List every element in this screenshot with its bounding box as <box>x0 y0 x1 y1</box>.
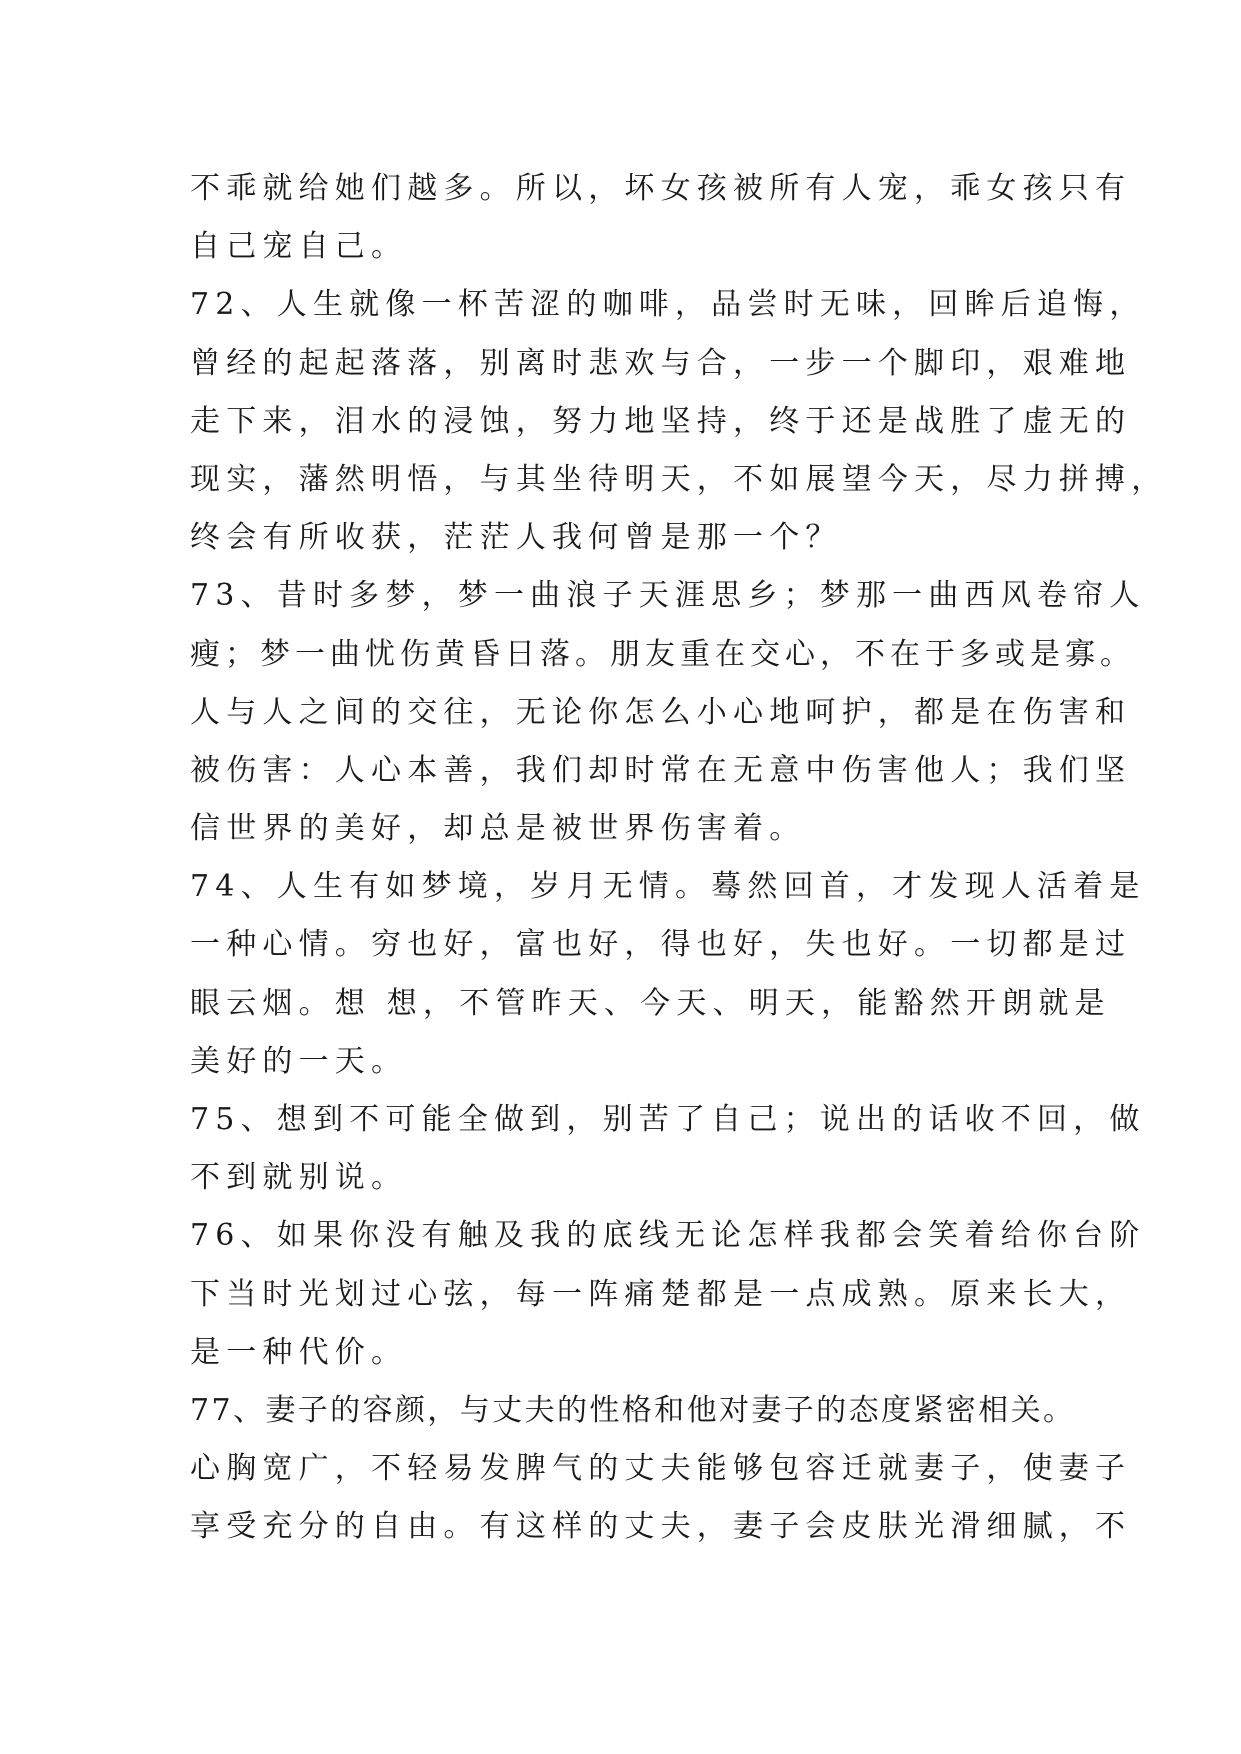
text-line: 被伤害：人心本善，我们却时常在无意中伤害他人；我们坚 <box>190 752 1132 788</box>
text-line: 不乖就给她们越多。所以，坏女孩被所有人宠，乖女孩只有 <box>190 171 1132 206</box>
text-line: 75、想到不可能全做到，别苦了自己；说出的话收不回，做 <box>190 1102 1146 1137</box>
text-line: 终会有所收获，茫茫人我何曾是那一个？ <box>190 520 842 556</box>
text-line: 信世界的美好，却总是被世界伤害着。 <box>190 811 806 847</box>
text-line: 眼云烟。想 想，不管昨天、今天、明天，能豁然开朗就是 <box>190 985 1111 1021</box>
text-line: 是一种代价。 <box>190 1334 408 1370</box>
text-line: 73、昔时多梦，梦一曲浪子天涯思乡；梦那一曲西风卷帘人 <box>190 578 1146 614</box>
text-line: 心胸宽广，不轻易发脾气的丈夫能够包容迁就妻子，使妻子 <box>190 1451 1132 1487</box>
text-line: 走下来，泪水的浸蚀，努力地坚持，终于还是战胜了虚无的 <box>190 403 1132 439</box>
text-line: 现实，藩然明悟，与其坐待明天，不如展望今天，尽力拼搏， <box>190 461 1168 497</box>
body-text <box>190 160 1168 1557</box>
text-line: 曾经的起起落落，别离时悲欢与合，一步一个脚印，艰难地 <box>190 345 1132 381</box>
text-line: 自己宠自己。 <box>190 229 408 265</box>
text-line: 瘦；梦一曲忧伤黄昏日落。朋友重在交心，不在于多或是寡。 <box>190 636 1135 672</box>
text-line: 一种心情。穷也好，富也好，得也好，失也好。一切都是过 <box>190 927 1132 963</box>
text-line: 76、如果你没有触及我的底线无论怎样我都会笑着给你台阶 <box>190 1218 1146 1254</box>
text-line: 74、人生有如梦境，岁月无情。蓦然回首，才发现人活着是 <box>190 869 1146 905</box>
text-line: 人与人之间的交往，无论你怎么小心地呵护，都是在伤害和 <box>190 694 1132 730</box>
text-line: 下当时光划过心弦，每一阵痛楚都是一点成熟。原来长大， <box>190 1276 1132 1312</box>
text-line: 美好的一天。 <box>190 1043 408 1079</box>
text-line: 77、妻子的容颜，与丈夫的性格和他对妻子的态度紧密相关。 <box>190 1392 1076 1428</box>
text-line: 享受充分的自由。有这样的丈夫，妻子会皮肤光滑细腻，不 <box>190 1509 1132 1545</box>
text-line: 不到就别说。 <box>190 1160 408 1196</box>
text-line: 72、人生就像一杯苦涩的咖啡，品尝时无味，回眸后追悔， <box>190 287 1146 323</box>
